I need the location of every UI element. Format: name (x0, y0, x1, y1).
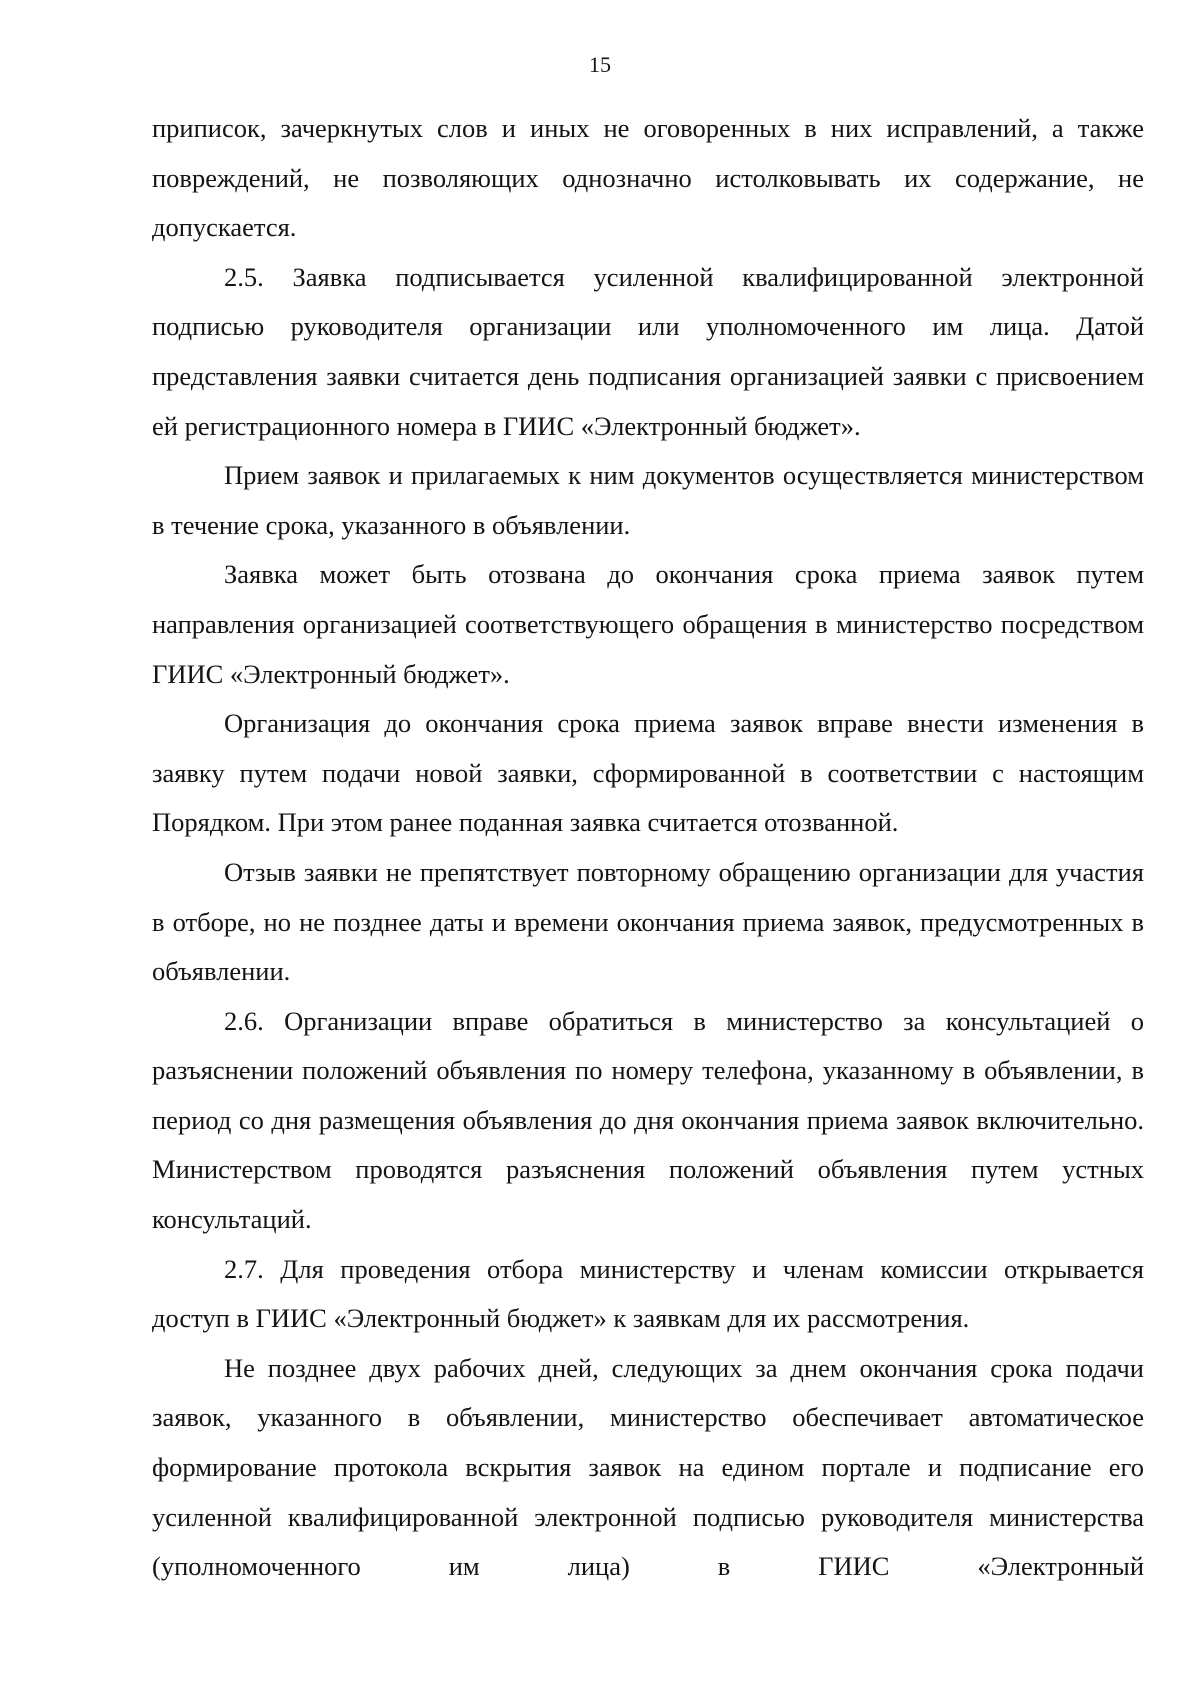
paragraph-2-5-signing: 2.5. Заявка подписывается усиленной квалифицированной электронной подписью руководителя организации или уполномоченного им лица. Датой представления заявки считается день подписания организацией заявки с присвоением ей регистрационного номера в ГИИС «Электронный бюджет». (152, 261, 1144, 441)
page-number: 15 (589, 52, 611, 77)
paragraph-application-intake: Прием заявок и прилагаемых к ним документов осуществляется министерством в течение срока, указанного в объявлении. (152, 460, 1144, 540)
document-body (152, 104, 1144, 1592)
paragraph-opening-protocol: Не позднее двух рабочих дней, следующих за днем окончания срока подачи заявок, указанного в объявлении, министерство обеспечивает автоматическое формирование протокола вскрытия заявок на едином портале и подписание его усиленной квалифицированной электронной подписью руководителя министерства (уполномоченного им лица) в ГИИС «Электронный (152, 1352, 1144, 1582)
paragraph-withdrawal-resubmission: Отзыв заявки не препятствует повторному обращению организации для участия в отборе, но не позднее даты и времени окончания приема заявок, предусмотренных в объявлении. (152, 856, 1144, 987)
paragraph-continuation: приписок, зачеркнутых слов и иных не оговоренных в них исправлений, а также повреждений, не позволяющих однозначно истолковывать их содержание, не допускается. (152, 113, 1144, 243)
paragraph-2-7-access: 2.7. Для проведения отбора министерству и членам комиссии открывается доступ в ГИИС «Электронный бюджет» к заявкам для их рассмотрения. (152, 1253, 1144, 1334)
paragraph-2-6-consultations: 2.6. Организации вправе обратиться в министерство за консультацией о разъяснении положений объявления по номеру телефона, указанному в объявлении, в период со дня размещения объявления до дня окончания приема заявок включительно. Министерством проводятся разъяснения положений объявления путем устных консультаций. (152, 1005, 1144, 1235)
paragraph-application-changes: Организация до окончания срока приема заявок вправе внести изменения в заявку путем подачи новой заявки, сформированной в соответствии с настоящим Порядком. При этом ранее поданная заявка считается отозванной. (152, 708, 1144, 838)
paragraph-application-withdrawal: Заявка может быть отозвана до окончания срока приема заявок путем направления организацией соответствующего обращения в министерство посредством ГИИС «Электронный бюджет». (152, 559, 1144, 689)
